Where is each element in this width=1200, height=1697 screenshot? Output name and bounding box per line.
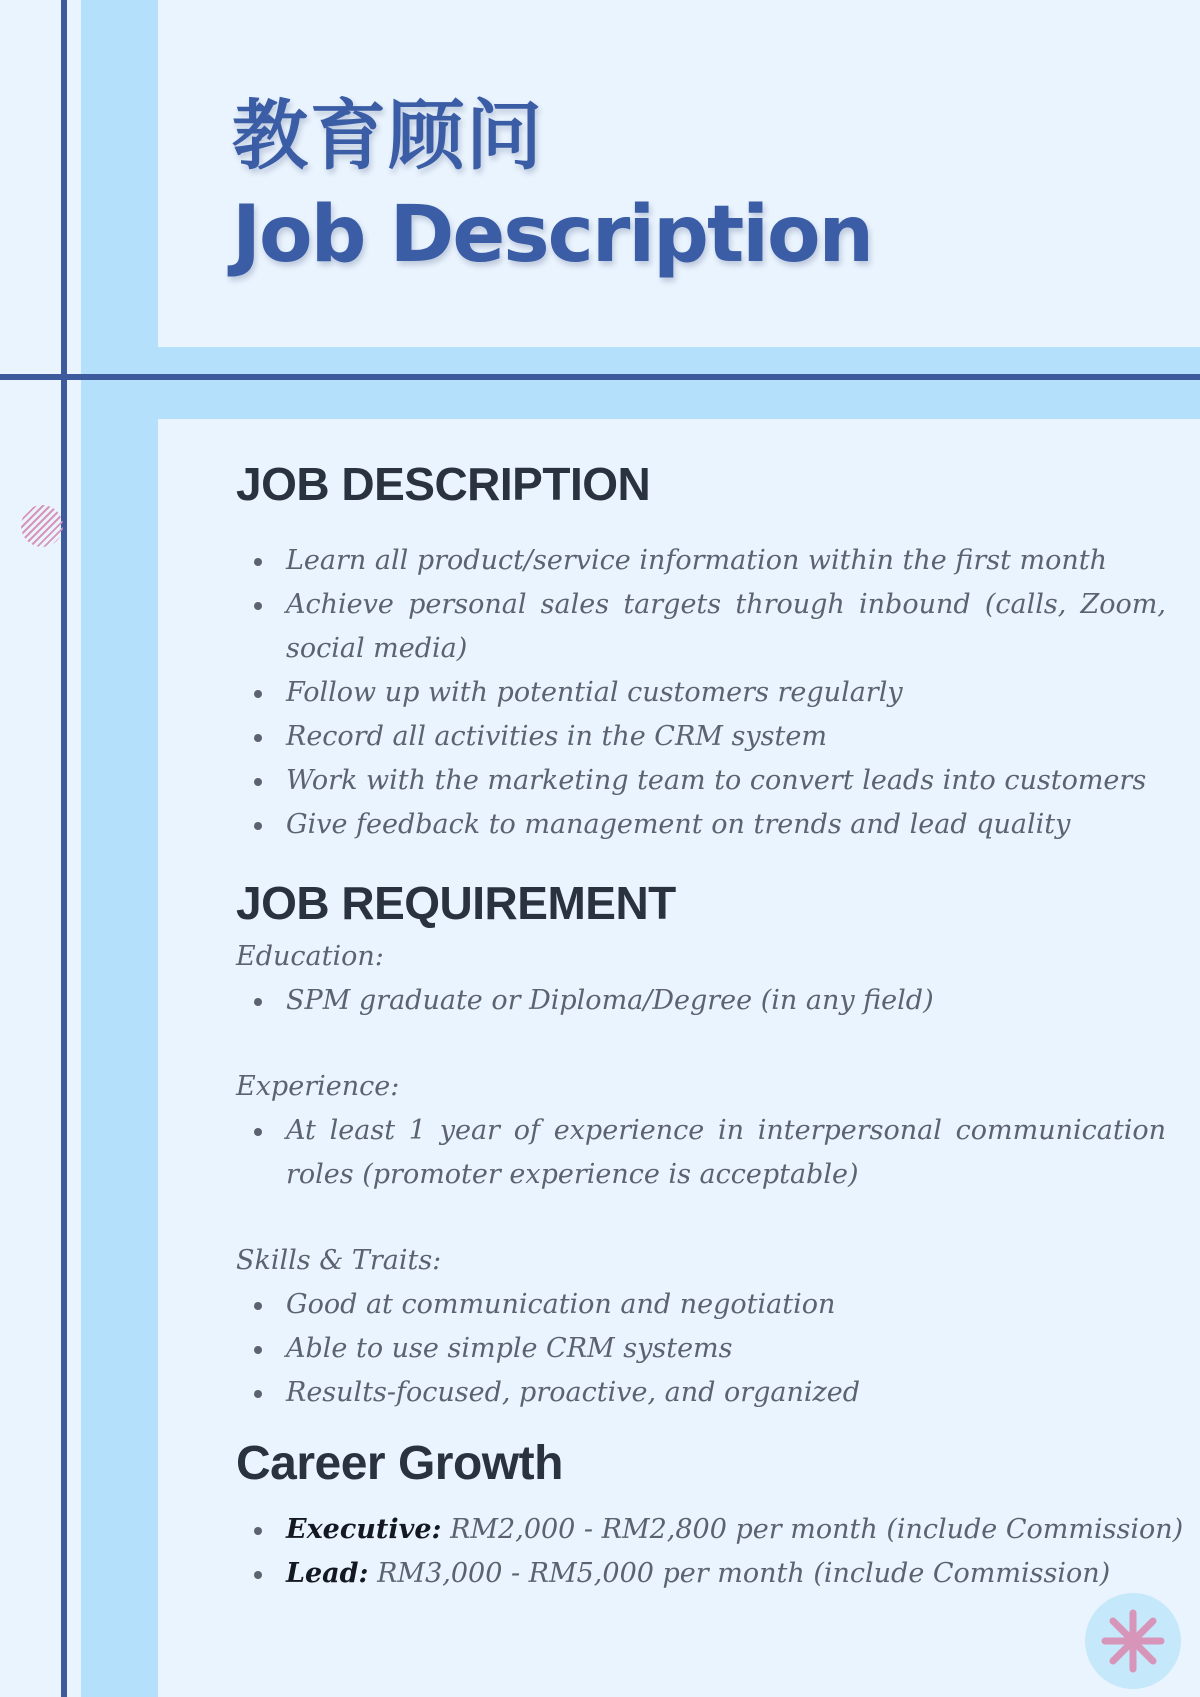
bullet-icon <box>254 602 262 610</box>
title-chinese: 教育顾问 <box>232 91 544 180</box>
list-item: Work with the marketing team to convert leads into customers <box>254 759 1166 803</box>
title-english: Job Description <box>232 190 873 280</box>
vertical-navy-line <box>61 0 67 1697</box>
bullet-icon <box>254 1571 262 1579</box>
role-label: Executive: <box>286 1514 442 1545</box>
list-item: Give feedback to management on trends and lead quality <box>254 803 1166 847</box>
horizontal-navy-line <box>0 374 1200 380</box>
bullet-icon <box>254 1346 262 1354</box>
bullet-icon <box>254 734 262 742</box>
list-item: SPM graduate or Diploma/Degree (in any field) <box>254 979 1166 1023</box>
salary-detail: RM2,000 - RM2,800 per month (include Commission) <box>441 1514 1184 1545</box>
experience-list <box>254 1109 1166 1197</box>
list-item: Results-focused, proactive, and organized <box>254 1371 1166 1415</box>
list-item: At least 1 year of experience in interpersonal communication roles (promoter experience is acceptable) <box>254 1109 1166 1197</box>
bullet-icon <box>254 778 262 786</box>
vertical-band <box>81 0 158 1697</box>
skills-list <box>254 1283 1166 1415</box>
hatched-circle-decoration <box>21 505 63 547</box>
job-description-heading: JOB DESCRIPTION <box>236 458 651 510</box>
skills-label: Skills & Traits: <box>236 1245 442 1276</box>
role-label: Lead: <box>286 1558 369 1589</box>
list-item: Achieve personal sales targets through inbound (calls, Zoom, social media) <box>254 583 1166 671</box>
education-label: Education: <box>236 941 384 972</box>
bullet-icon <box>254 1527 262 1535</box>
bullet-icon <box>254 998 262 1006</box>
horizontal-band <box>158 347 1200 419</box>
list-item: Able to use simple CRM systems <box>254 1327 1166 1371</box>
list-item: Follow up with potential customers regularly <box>254 671 1166 715</box>
asterisk-icon <box>1099 1607 1167 1675</box>
bullet-icon <box>254 1302 262 1310</box>
bullet-icon <box>254 1390 262 1398</box>
list-item <box>254 1508 1194 1552</box>
list-item <box>254 1552 1194 1596</box>
bullet-icon <box>254 558 262 566</box>
experience-label: Experience: <box>236 1071 400 1102</box>
bullet-icon <box>254 690 262 698</box>
bullet-icon <box>254 1128 262 1136</box>
salary-detail: RM3,000 - RM5,000 per month (include Commission) <box>368 1558 1111 1589</box>
job-requirement-heading: JOB REQUIREMENT <box>236 877 676 929</box>
education-list <box>254 979 1166 1023</box>
job-description-list <box>254 539 1166 847</box>
list-item: Good at communication and negotiation <box>254 1283 1166 1327</box>
career-growth-list <box>254 1508 1194 1596</box>
list-item: Record all activities in the CRM system <box>254 715 1166 759</box>
asterisk-badge <box>1085 1593 1181 1689</box>
bullet-icon <box>254 822 262 830</box>
list-item: Learn all product/service information within the first month <box>254 539 1166 583</box>
career-growth-heading: Career Growth <box>236 1437 563 1490</box>
